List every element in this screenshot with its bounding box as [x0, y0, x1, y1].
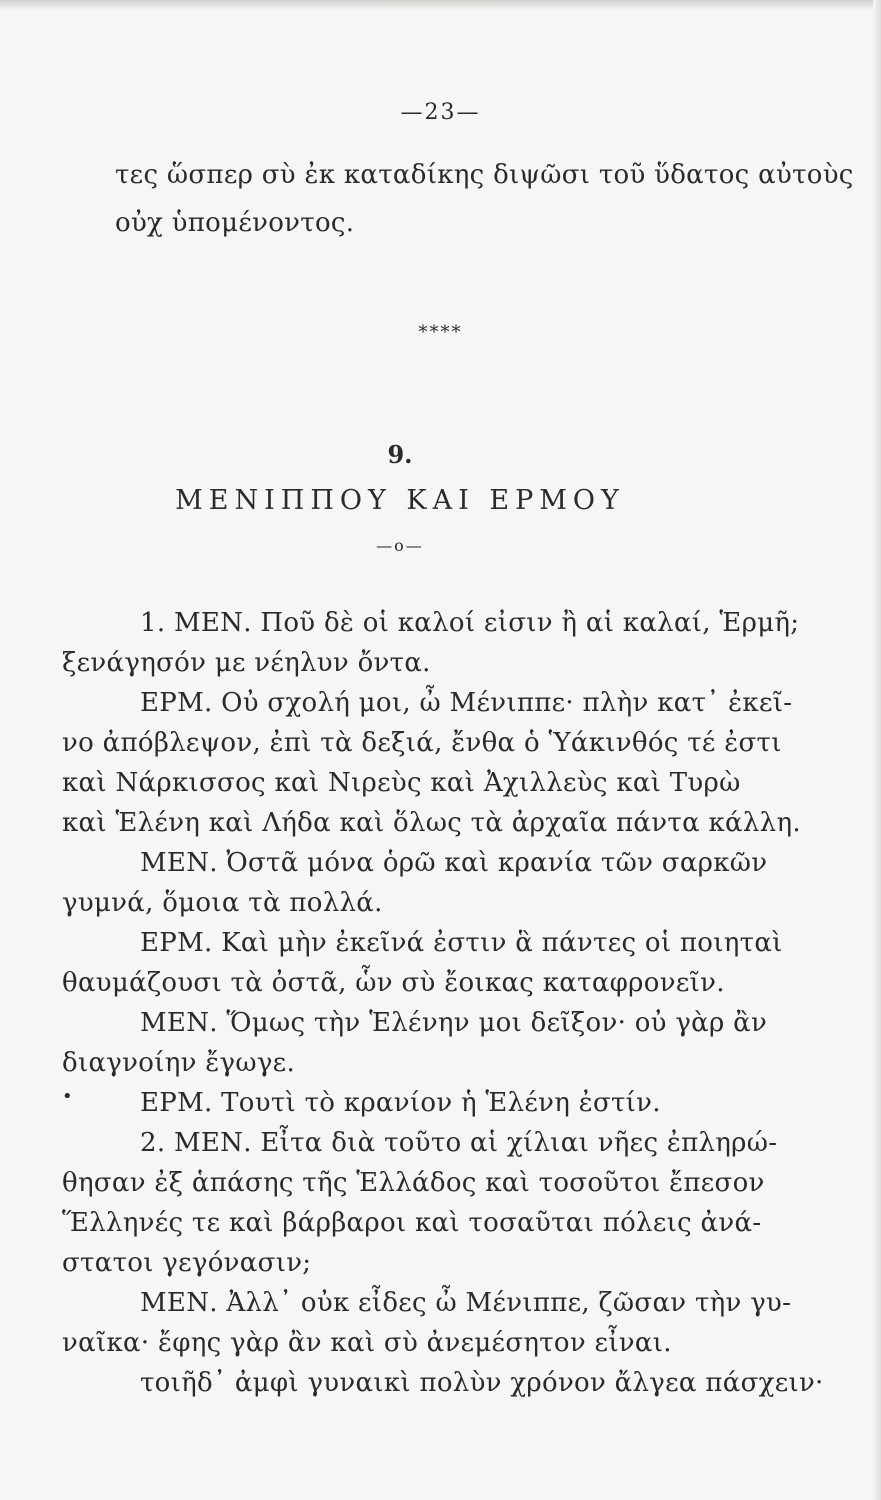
body-line-4: νο ἀπόβλεψον, ἐπὶ τὰ δεξιά, ἔνθα ὁ Ὑάκινθός τέ ἐστι: [62, 728, 782, 758]
body-line-5: καὶ Νάρκισσος καὶ Νιρεὺς καὶ Ἀχιλλεὺς καὶ Τυρὼ: [62, 768, 741, 798]
body-line-2: ξενάγησόν με νέηλυν ὄντα.: [62, 648, 431, 678]
page-top-edge: [0, 0, 881, 10]
body-line-17: στατοι γεγόνασιν;: [62, 1248, 312, 1278]
body-line-15: θησαν ἐξ ἁπάσης τῆς Ἑλλάδος καὶ τοσοῦτοι ἔπεσον: [62, 1168, 765, 1198]
page-right-edge: [873, 0, 881, 1500]
body-line-20: τοιῆδ᾽ ἀμφὶ γυναικὶ πολὺν χρόνον ἄλγεα πάσχειν·: [140, 1368, 824, 1398]
fragment-line-1: τες ὥσπερ σὺ ἐκ καταδίκης διψῶσι τοῦ ὕδατος αὐτοὺς: [115, 160, 854, 190]
body-line-10: θαυμάζουσι τὰ ὀστᾶ, ὧν σὺ ἔοικας καταφρονεῖν.: [62, 968, 725, 998]
body-line-19: ναῖκα· ἔφης γὰρ ἂν καὶ σὺ ἀνεμέσητον εἶναι.: [62, 1328, 672, 1358]
body-line-3: ΕΡΜ. Οὐ σχολή μοι, ὦ Μένιππε· πλὴν κατ᾽ ἐκεῖ-: [140, 688, 793, 718]
margin-mark: •: [62, 1086, 73, 1107]
section-separator: ****: [418, 322, 463, 343]
body-line-7: ΜΕΝ. Ὀστᾶ μόνα ὁρῶ καὶ κρανία τῶν σαρκῶν: [140, 848, 768, 878]
body-line-14: 2. ΜΕΝ. Εἶτα διὰ τοῦτο αἱ χίλιαι νῆες ἐπληρώ-: [140, 1128, 778, 1158]
dialogue-title: ΜΕΝΙΠΠΟΥ ΚΑΙ ΕΡΜΟΥ: [175, 485, 625, 516]
section-number: 9.: [387, 440, 413, 469]
body-line-13: ΕΡΜ. Τουτὶ τὸ κρανίον ἡ Ἑλένη ἐστίν.: [140, 1088, 661, 1118]
fragment-line-2: οὐχ ὑπομένοντος.: [115, 208, 355, 238]
body-line-1: 1. ΜΕΝ. Ποῦ δὲ οἱ καλοί εἰσιν ἢ αἱ καλαί, Ἑρμῆ;: [140, 608, 800, 638]
body-line-12: διαγνοίην ἔγωγε.: [62, 1048, 296, 1078]
page-number: —23—: [400, 100, 481, 125]
body-line-9: ΕΡΜ. Καὶ μὴν ἐκεῖνά ἐστιν ἃ πάντες οἱ ποιηταὶ: [140, 928, 783, 958]
body-line-18: ΜΕΝ. Ἀλλ᾽ οὐκ εἶδες ὦ Μένιππε, ζῶσαν τὴν γυ-: [140, 1288, 792, 1318]
body-line-16: Ἕλληνές τε καὶ βάρβαροι καὶ τοσαῦται πόλεις ἀνά-: [62, 1208, 762, 1238]
title-rule: —o—: [376, 536, 424, 555]
body-line-11: ΜΕΝ. Ὅμως τὴν Ἑλένην μοι δεῖξον· οὐ γὰρ ἂν: [140, 1008, 768, 1038]
body-line-6: καὶ Ἑλένη καὶ Λήδα καὶ ὅλως τὰ ἀρχαῖα πάντα κάλλη.: [62, 808, 801, 838]
body-line-8: γυμνά, ὅμοια τὰ πολλά.: [62, 888, 383, 918]
